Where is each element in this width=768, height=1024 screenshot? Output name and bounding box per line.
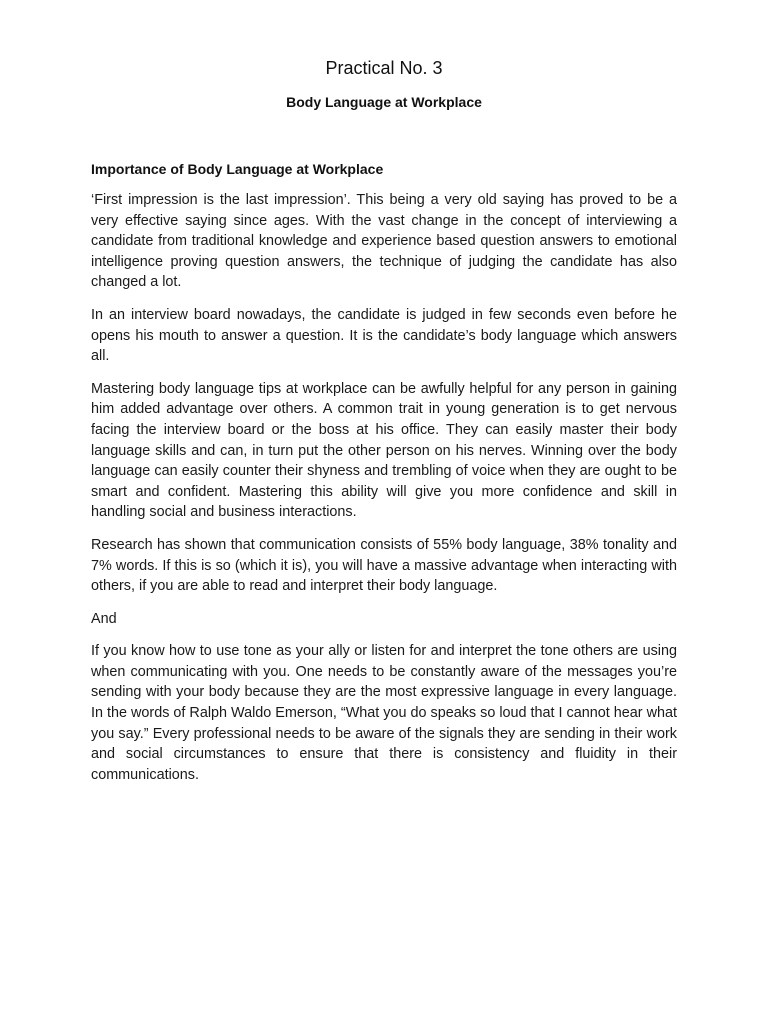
document-subtitle: Body Language at Workplace	[286, 94, 482, 110]
paragraph: If you know how to use tone as your ally or listen for and interpret the tone others are using when communicating with you. One needs to be constantly aware of the messages you’re sending with your body because they are the most expressive language in every language. In the words of Ralph Waldo Emerson, “What you do speaks so loud that I cannot hear what you say.” Every professional needs to be aware of the signals they are sending in their work and social circumstances to ensure that there is consistency and fluidity in their communications.	[91, 643, 677, 783]
section-heading: Importance of Body Language at Workplace	[91, 161, 384, 177]
paragraph: In an interview board nowadays, the candidate is judged in few seconds even before he opens his mouth to answer a question. It is the candidate’s body language which answers all.	[91, 306, 677, 365]
paragraph: ‘First impression is the last impression’. This being a very old saying has proved to be a very effective saying since ages. With the vast change in the concept of interviewing a candidate from traditional knowledge and experience based question answers to emotional intelligence proving question answers, the technique of judging the candidate has also changed a lot.	[91, 192, 677, 291]
paragraph: Research has shown that communication consists of 55% body language, 38% tonality and 7% words. If this is so (which it is), you will have a massive advantage when interacting with others, if you are able to read and interpret their body language.	[91, 536, 677, 595]
paragraph: Mastering body language tips at workplace can be awfully helpful for any person in gaining him added advantage over others. A common trait in young generation is to get nervous facing the interview board or the boss at his office. They can easily master their body language skills and can, in turn put the other person on his nerves. Winning over the body language can easily counter their shyness and trembling of voice when they are ought to be smart and confident. Mastering this ability will give you more confidence and skill in handling social and business interactions.	[91, 380, 677, 521]
document-title: Practical No. 3	[325, 58, 443, 78]
paragraph: And	[91, 610, 117, 627]
body-text	[91, 190, 677, 785]
